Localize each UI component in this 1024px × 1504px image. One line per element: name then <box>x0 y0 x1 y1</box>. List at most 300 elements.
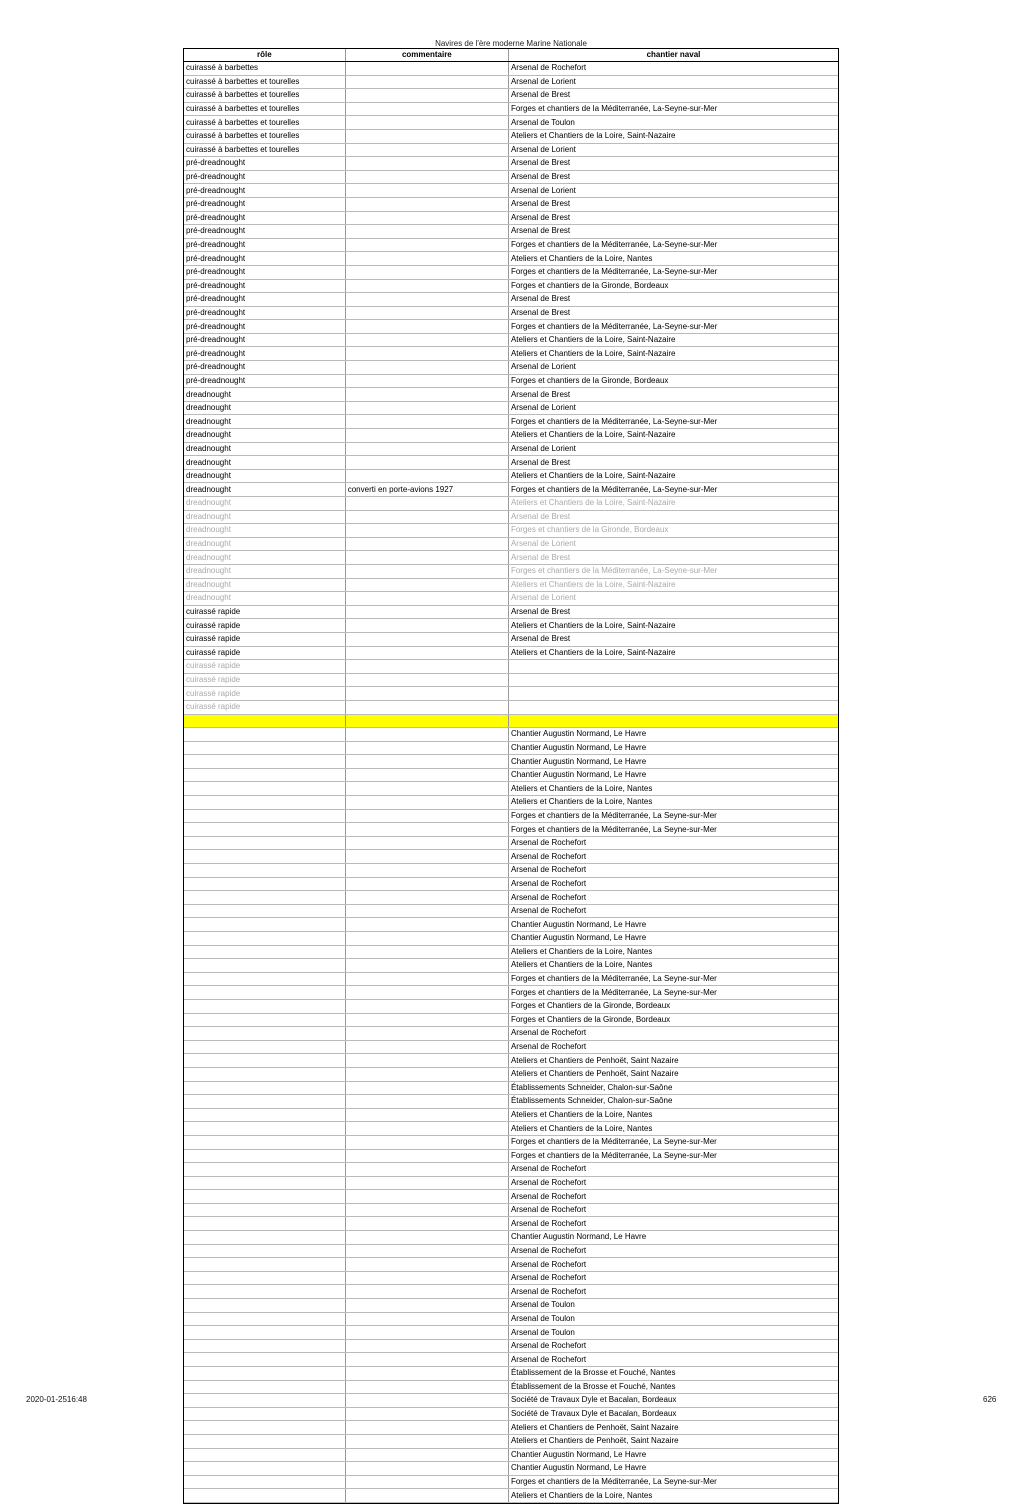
cell-shipyard: Arsenal de Rochefort <box>508 1217 838 1231</box>
cell-comment <box>345 347 508 361</box>
cell-shipyard: Chantier Augustin Normand, Le Havre <box>508 768 838 782</box>
cell-shipyard: Ateliers et Chantiers de la Loire, Saint-Nazaire <box>508 646 838 660</box>
cell-shipyard: Chantier Augustin Normand, Le Havre <box>508 1462 838 1476</box>
cell-shipyard: Arsenal de Rochefort <box>508 1244 838 1258</box>
cell-role <box>184 714 345 728</box>
cell-role <box>184 1190 345 1204</box>
table-row <box>184 578 838 592</box>
table-row <box>184 660 838 674</box>
table-row <box>184 320 838 334</box>
cell-comment <box>345 1163 508 1177</box>
table-row <box>184 1244 838 1258</box>
ships-table-container <box>183 48 839 1504</box>
cell-comment <box>345 1489 508 1503</box>
cell-role: dreadnought <box>184 510 345 524</box>
cell-shipyard: Arsenal de Toulon <box>508 1312 838 1326</box>
cell-comment <box>345 1312 508 1326</box>
table-row <box>184 129 838 143</box>
table-row <box>184 510 838 524</box>
cell-comment <box>345 75 508 89</box>
cell-shipyard: Société de Travaux Dyle et Bacalan, Bordeaux <box>508 1407 838 1421</box>
cell-role <box>184 1475 345 1489</box>
cell-comment <box>345 1013 508 1027</box>
cell-comment <box>345 157 508 171</box>
cell-shipyard <box>508 714 838 728</box>
cell-role <box>184 1231 345 1245</box>
cell-shipyard: Forges et chantiers de la Méditerranée, La Seyne-sur-Mer <box>508 823 838 837</box>
cell-comment <box>345 415 508 429</box>
cell-shipyard: Forges et chantiers de la Méditerranée, La-Seyne-sur-Mer <box>508 265 838 279</box>
cell-role <box>184 1027 345 1041</box>
cell-shipyard: Ateliers et Chantiers de la Loire, Saint-Nazaire <box>508 578 838 592</box>
table-header <box>184 49 838 62</box>
cell-shipyard: Ateliers et Chantiers de la Loire, Saint-Nazaire <box>508 469 838 483</box>
cell-comment <box>345 999 508 1013</box>
cell-comment <box>345 129 508 143</box>
cell-comment <box>345 836 508 850</box>
cell-shipyard: Forges et Chantiers de la Gironde, Bordeaux <box>508 999 838 1013</box>
table-row <box>184 1054 838 1068</box>
cell-role <box>184 1067 345 1081</box>
cell-role <box>184 1326 345 1340</box>
cell-role <box>184 891 345 905</box>
cell-comment <box>345 469 508 483</box>
cell-comment <box>345 632 508 646</box>
cell-shipyard: Arsenal de Rochefort <box>508 1285 838 1299</box>
table-row <box>184 143 838 157</box>
cell-role: dreadnought <box>184 429 345 443</box>
cell-role <box>184 1217 345 1231</box>
cell-role: cuirassé à barbettes et tourelles <box>184 116 345 130</box>
cell-role <box>184 1462 345 1476</box>
cell-comment <box>345 197 508 211</box>
table-row <box>184 537 838 551</box>
cell-role: pré-dreadnought <box>184 211 345 225</box>
cell-comment <box>345 904 508 918</box>
cell-shipyard: Arsenal de Rochefort <box>508 1258 838 1272</box>
cell-role: pré-dreadnought <box>184 361 345 375</box>
cell-comment <box>345 456 508 470</box>
cell-comment <box>345 62 508 76</box>
table-row <box>184 932 838 946</box>
table-row <box>184 1190 838 1204</box>
column-header-role: rôle <box>184 49 345 62</box>
cell-shipyard <box>508 700 838 714</box>
cell-role: dreadnought <box>184 388 345 402</box>
cell-comment <box>345 551 508 565</box>
table-row <box>184 1176 838 1190</box>
cell-shipyard: Arsenal de Rochefort <box>508 1163 838 1177</box>
table-row <box>184 1462 838 1476</box>
cell-role <box>184 945 345 959</box>
cell-role: dreadnought <box>184 551 345 565</box>
cell-comment <box>345 1244 508 1258</box>
table-row <box>184 1027 838 1041</box>
cell-role <box>184 1040 345 1054</box>
table-row <box>184 972 838 986</box>
table-row <box>184 1067 838 1081</box>
cell-role <box>184 1394 345 1408</box>
table-row <box>184 796 838 810</box>
cell-role: pré-dreadnought <box>184 197 345 211</box>
cell-comment <box>345 1394 508 1408</box>
cell-role <box>184 999 345 1013</box>
cell-comment: converti en porte-avions 1927 <box>345 483 508 497</box>
cell-role <box>184 986 345 1000</box>
cell-role: pré-dreadnought <box>184 225 345 239</box>
cell-comment <box>345 1367 508 1381</box>
cell-shipyard: Arsenal de Rochefort <box>508 1040 838 1054</box>
cell-comment <box>345 1339 508 1353</box>
cell-comment <box>345 605 508 619</box>
table-row <box>184 293 838 307</box>
table-row <box>184 1217 838 1231</box>
table-row <box>184 823 838 837</box>
cell-comment <box>345 1040 508 1054</box>
cell-shipyard: Arsenal de Brest <box>508 510 838 524</box>
table-row <box>184 986 838 1000</box>
cell-role: pré-dreadnought <box>184 157 345 171</box>
cell-shipyard <box>508 687 838 701</box>
cell-role: dreadnought <box>184 415 345 429</box>
table-row <box>184 782 838 796</box>
cell-role <box>184 755 345 769</box>
cell-comment <box>345 619 508 633</box>
cell-role <box>184 918 345 932</box>
table-row <box>184 469 838 483</box>
table-row <box>184 1339 838 1353</box>
table-row <box>184 415 838 429</box>
table-row <box>184 102 838 116</box>
column-header-shipyard: chantier naval <box>508 49 838 62</box>
cell-role <box>184 1312 345 1326</box>
cell-shipyard: Arsenal de Rochefort <box>508 1339 838 1353</box>
cell-comment <box>345 768 508 782</box>
cell-role <box>184 1135 345 1149</box>
cell-comment <box>345 877 508 891</box>
cell-role: cuirassé à barbettes et tourelles <box>184 129 345 143</box>
cell-role <box>184 1407 345 1421</box>
cell-shipyard: Forges et chantiers de la Méditerranée, La Seyne-sur-Mer <box>508 986 838 1000</box>
cell-comment <box>345 714 508 728</box>
cell-shipyard: Ateliers et Chantiers de la Loire, Saint-Nazaire <box>508 333 838 347</box>
cell-shipyard: Société de Travaux Dyle et Bacalan, Bordeaux <box>508 1394 838 1408</box>
table-row <box>184 388 838 402</box>
cell-shipyard: Établissement de la Brosse et Fouché, Nantes <box>508 1380 838 1394</box>
cell-comment <box>345 1353 508 1367</box>
cell-role <box>184 823 345 837</box>
table-row <box>184 483 838 497</box>
cell-shipyard: Arsenal de Toulon <box>508 1326 838 1340</box>
cell-comment <box>345 1176 508 1190</box>
cell-shipyard: Forges et chantiers de la Gironde, Bordeaux <box>508 524 838 538</box>
table-row <box>184 904 838 918</box>
cell-shipyard: Arsenal de Brest <box>508 170 838 184</box>
table-row <box>184 1203 838 1217</box>
cell-shipyard: Arsenal de Lorient <box>508 143 838 157</box>
cell-shipyard: Arsenal de Lorient <box>508 592 838 606</box>
cell-shipyard: Arsenal de Brest <box>508 225 838 239</box>
cell-role <box>184 1285 345 1299</box>
cell-comment <box>345 116 508 130</box>
table-row <box>184 1285 838 1299</box>
cell-role: cuirassé rapide <box>184 605 345 619</box>
cell-comment <box>345 796 508 810</box>
table-row <box>184 1367 838 1381</box>
cell-role <box>184 768 345 782</box>
cell-comment <box>345 864 508 878</box>
cell-shipyard: Forges et chantiers de la Méditerranée, La Seyne-sur-Mer <box>508 1149 838 1163</box>
cell-comment <box>345 1258 508 1272</box>
table-row <box>184 524 838 538</box>
cell-shipyard: Arsenal de Rochefort <box>508 1271 838 1285</box>
cell-comment <box>345 388 508 402</box>
table-row <box>184 429 838 443</box>
cell-shipyard: Ateliers et Chantiers de la Loire, Nantes <box>508 1489 838 1503</box>
cell-shipyard: Arsenal de Brest <box>508 157 838 171</box>
cell-shipyard: Ateliers et Chantiers de la Loire, Saint-Nazaire <box>508 347 838 361</box>
cell-role: pré-dreadnought <box>184 265 345 279</box>
cell-comment <box>345 293 508 307</box>
cell-comment <box>345 809 508 823</box>
cell-comment <box>345 1067 508 1081</box>
cell-shipyard: Ateliers et Chantiers de la Loire, Nantes <box>508 959 838 973</box>
cell-role <box>184 1448 345 1462</box>
table-row <box>184 225 838 239</box>
cell-comment <box>345 1407 508 1421</box>
table-row <box>184 836 838 850</box>
table-row <box>184 700 838 714</box>
cell-comment <box>345 252 508 266</box>
cell-shipyard: Arsenal de Brest <box>508 293 838 307</box>
table-row <box>184 646 838 660</box>
cell-role <box>184 1339 345 1353</box>
table-row <box>184 184 838 198</box>
cell-shipyard: Forges et chantiers de la Méditerranée, La Seyne-sur-Mer <box>508 972 838 986</box>
table-row <box>184 1231 838 1245</box>
cell-role: dreadnought <box>184 592 345 606</box>
cell-shipyard: Chantier Augustin Normand, Le Havre <box>508 755 838 769</box>
cell-role: pré-dreadnought <box>184 347 345 361</box>
cell-shipyard: Arsenal de Brest <box>508 551 838 565</box>
cell-comment <box>345 592 508 606</box>
cell-comment <box>345 524 508 538</box>
cell-shipyard: Ateliers et Chantiers de la Loire, Nantes <box>508 1108 838 1122</box>
cell-shipyard: Arsenal de Lorient <box>508 184 838 198</box>
cell-shipyard: Ateliers et Chantiers de la Loire, Nantes <box>508 252 838 266</box>
table-row <box>184 306 838 320</box>
cell-role <box>184 1353 345 1367</box>
cell-shipyard <box>508 673 838 687</box>
cell-comment <box>345 320 508 334</box>
cell-role <box>184 1149 345 1163</box>
cell-role <box>184 1203 345 1217</box>
cell-role: dreadnought <box>184 483 345 497</box>
cell-role <box>184 1380 345 1394</box>
cell-comment <box>345 306 508 320</box>
table-row <box>184 1475 838 1489</box>
cell-comment <box>345 1380 508 1394</box>
cell-role <box>184 1489 345 1503</box>
cell-role: pré-dreadnought <box>184 184 345 198</box>
cell-role <box>184 972 345 986</box>
cell-comment <box>345 1421 508 1435</box>
cell-comment <box>345 986 508 1000</box>
table-row <box>184 1095 838 1109</box>
cell-role <box>184 1299 345 1313</box>
cell-role: pré-dreadnought <box>184 238 345 252</box>
cell-comment <box>345 578 508 592</box>
table-row <box>184 279 838 293</box>
highlighted-separator-row <box>184 714 838 728</box>
cell-shipyard: Forges et chantiers de la Méditerranée, La-Seyne-sur-Mer <box>508 483 838 497</box>
cell-comment <box>345 537 508 551</box>
cell-shipyard: Arsenal de Rochefort <box>508 864 838 878</box>
cell-comment <box>345 102 508 116</box>
table-row <box>184 945 838 959</box>
table-row <box>184 1013 838 1027</box>
cell-shipyard: Arsenal de Lorient <box>508 537 838 551</box>
table-row <box>184 497 838 511</box>
cell-shipyard: Forges et Chantiers de la Gironde, Bordeaux <box>508 1013 838 1027</box>
table-row <box>184 891 838 905</box>
cell-role: pré-dreadnought <box>184 320 345 334</box>
cell-shipyard: Ateliers et Chantiers de la Loire, Saint-Nazaire <box>508 619 838 633</box>
table-row <box>184 211 838 225</box>
cell-comment <box>345 225 508 239</box>
cell-comment <box>345 361 508 375</box>
table-row <box>184 1271 838 1285</box>
cell-shipyard: Arsenal de Lorient <box>508 442 838 456</box>
cell-shipyard: Arsenal de Toulon <box>508 116 838 130</box>
table-row <box>184 347 838 361</box>
cell-comment <box>345 1149 508 1163</box>
table-row <box>184 116 838 130</box>
cell-comment <box>345 782 508 796</box>
cell-role <box>184 1163 345 1177</box>
cell-shipyard: Arsenal de Rochefort <box>508 1353 838 1367</box>
cell-comment <box>345 891 508 905</box>
cell-shipyard: Établissement de la Brosse et Fouché, Nantes <box>508 1367 838 1381</box>
cell-role <box>184 864 345 878</box>
cell-comment <box>345 333 508 347</box>
cell-role <box>184 877 345 891</box>
cell-shipyard: Ateliers et Chantiers de la Loire, Nantes <box>508 782 838 796</box>
cell-role <box>184 1122 345 1136</box>
cell-comment <box>345 442 508 456</box>
cell-comment <box>345 497 508 511</box>
cell-shipyard: Arsenal de Rochefort <box>508 1176 838 1190</box>
table-row <box>184 564 838 578</box>
cell-role <box>184 741 345 755</box>
cell-role <box>184 1244 345 1258</box>
cell-shipyard: Établissements Schneider, Chalon-sur-Saône <box>508 1095 838 1109</box>
cell-comment <box>345 972 508 986</box>
cell-comment <box>345 932 508 946</box>
cell-comment <box>345 660 508 674</box>
table-row <box>184 687 838 701</box>
cell-comment <box>345 1271 508 1285</box>
cell-shipyard: Ateliers et Chantiers de la Loire, Saint-Nazaire <box>508 429 838 443</box>
cell-comment <box>345 1231 508 1245</box>
cell-comment <box>345 429 508 443</box>
cell-role: cuirassé à barbettes <box>184 62 345 76</box>
cell-shipyard: Forges et chantiers de la Méditerranée, La Seyne-sur-Mer <box>508 809 838 823</box>
cell-role: dreadnought <box>184 524 345 538</box>
cell-comment <box>345 238 508 252</box>
table-row <box>184 1299 838 1313</box>
cell-role <box>184 850 345 864</box>
cell-shipyard: Ateliers et Chantiers de Penhoët, Saint Nazaire <box>508 1054 838 1068</box>
table-row <box>184 1040 838 1054</box>
cell-shipyard: Chantier Augustin Normand, Le Havre <box>508 728 838 742</box>
cell-shipyard: Ateliers et Chantiers de la Loire, Nantes <box>508 796 838 810</box>
table-row <box>184 755 838 769</box>
cell-role: dreadnought <box>184 469 345 483</box>
cell-shipyard: Arsenal de Rochefort <box>508 891 838 905</box>
cell-role <box>184 809 345 823</box>
cell-comment <box>345 1095 508 1109</box>
table-row <box>184 918 838 932</box>
cell-role: cuirassé à barbettes et tourelles <box>184 143 345 157</box>
cell-shipyard: Chantier Augustin Normand, Le Havre <box>508 741 838 755</box>
cell-role <box>184 1176 345 1190</box>
cell-role: pré-dreadnought <box>184 170 345 184</box>
cell-shipyard: Forges et chantiers de la Méditerranée, La-Seyne-sur-Mer <box>508 320 838 334</box>
table-row <box>184 252 838 266</box>
table-row <box>184 850 838 864</box>
cell-shipyard: Arsenal de Brest <box>508 306 838 320</box>
cell-role <box>184 1271 345 1285</box>
cell-shipyard: Arsenal de Rochefort <box>508 836 838 850</box>
cell-shipyard: Arsenal de Rochefort <box>508 904 838 918</box>
table-row <box>184 1312 838 1326</box>
cell-comment <box>345 1448 508 1462</box>
cell-role: pré-dreadnought <box>184 374 345 388</box>
table-row <box>184 999 838 1013</box>
table-row <box>184 673 838 687</box>
cell-shipyard: Forges et chantiers de la Méditerranée, La-Seyne-sur-Mer <box>508 564 838 578</box>
cell-shipyard: Ateliers et Chantiers de la Loire, Nantes <box>508 945 838 959</box>
cell-shipyard: Ateliers et Chantiers de Penhoët, Saint Nazaire <box>508 1067 838 1081</box>
cell-shipyard: Ateliers et Chantiers de Penhoët, Saint Nazaire <box>508 1421 838 1435</box>
table-row <box>184 1353 838 1367</box>
cell-shipyard: Arsenal de Rochefort <box>508 1203 838 1217</box>
cell-role: dreadnought <box>184 442 345 456</box>
cell-comment <box>345 184 508 198</box>
cell-shipyard: Arsenal de Lorient <box>508 75 838 89</box>
cell-comment <box>345 945 508 959</box>
cell-role <box>184 782 345 796</box>
table-row <box>184 864 838 878</box>
cell-comment <box>345 170 508 184</box>
cell-role: pré-dreadnought <box>184 279 345 293</box>
cell-role <box>184 904 345 918</box>
cell-shipyard: Arsenal de Brest <box>508 197 838 211</box>
table-row <box>184 456 838 470</box>
table-row <box>184 768 838 782</box>
cell-shipyard: Forges et chantiers de la Méditerranée, La-Seyne-sur-Mer <box>508 238 838 252</box>
table-row <box>184 89 838 103</box>
table-row <box>184 1108 838 1122</box>
cell-comment <box>345 1299 508 1313</box>
table-row <box>184 197 838 211</box>
cell-shipyard: Ateliers et Chantiers de la Loire, Nantes <box>508 1122 838 1136</box>
cell-shipyard: Arsenal de Rochefort <box>508 62 838 76</box>
cell-comment <box>345 374 508 388</box>
cell-role: pré-dreadnought <box>184 306 345 320</box>
cell-role <box>184 1095 345 1109</box>
